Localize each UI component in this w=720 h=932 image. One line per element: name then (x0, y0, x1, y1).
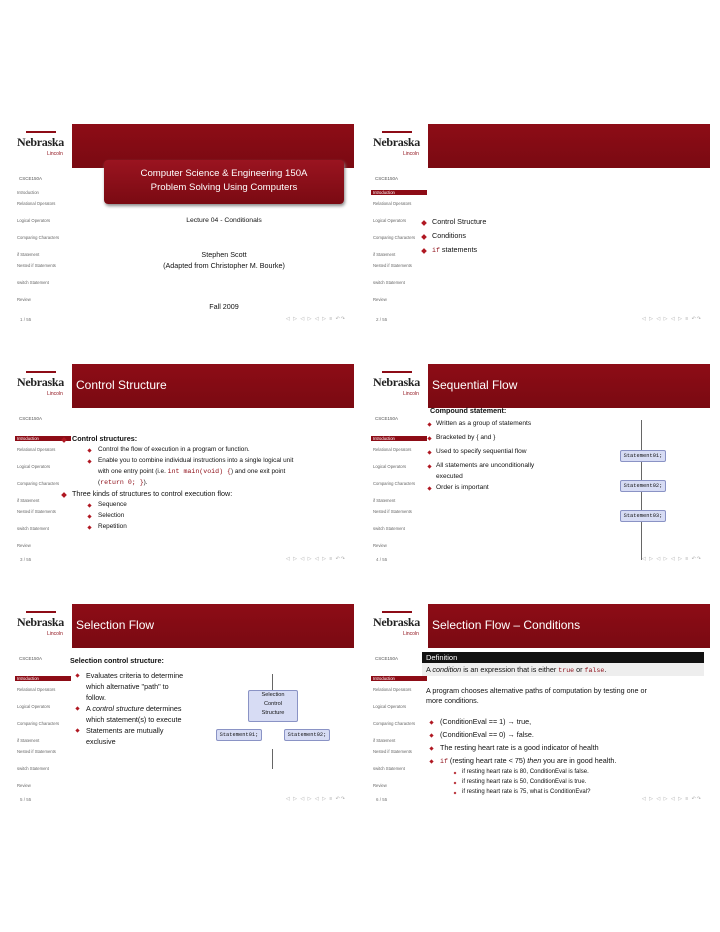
slide-4 (370, 364, 710, 568)
list-item: The resting heart rate is a good indicator of health (440, 743, 599, 752)
slide-5 (14, 604, 354, 808)
bullet-icon (427, 464, 431, 468)
sidebar-item-nested[interactable]: Nested if Statements (17, 509, 56, 514)
definition-header: Definition (422, 652, 704, 663)
sidebar-item-if[interactable]: if Statement (373, 738, 396, 743)
selection-box: Selection Control Structure (248, 690, 298, 722)
sidebar (370, 168, 428, 328)
sidebar-item-review[interactable]: Review (373, 297, 387, 302)
heading: Compound statement: (430, 406, 507, 415)
flow-box: Statement01; (620, 450, 666, 462)
sub-item: if resting heart rate is 75, what is ConditionEval? (462, 789, 591, 795)
sidebar-item-switch[interactable]: switch Statement (17, 526, 49, 531)
sidebar-item-nested[interactable]: Nested if Statements (17, 263, 56, 268)
unl-logo: Nebraska Lincoln (370, 364, 428, 408)
slide-1 (14, 124, 354, 328)
unl-logo: Nebraska Lincoln (370, 124, 428, 168)
sidebar-item-switch[interactable]: switch Statement (373, 766, 405, 771)
page-number: 1 / 55 (20, 317, 32, 322)
list-item: Sequence (98, 501, 127, 508)
course-label: CSCE150A (19, 416, 43, 421)
flow-line (272, 749, 273, 769)
outline-item[interactable]: Conditions (432, 231, 466, 240)
page-number: 6 / 55 (376, 797, 388, 802)
slide-title: Selection Flow – Conditions (432, 618, 581, 632)
bullet-icon (87, 459, 91, 463)
course-label: CSCE150A (375, 416, 399, 421)
page-number: 5 / 55 (20, 797, 32, 802)
bullet-icon (87, 503, 91, 507)
course-label: CSCE150A (375, 656, 399, 661)
sidebar-item-relational[interactable]: Relational Operators (17, 687, 56, 692)
slide-2 (370, 124, 710, 328)
heading: Selection control structure: (70, 656, 164, 665)
slide-title: Control Structure (76, 378, 167, 392)
nav-controls[interactable]: ◁ ▷ ◁ ▷ ◁ ▷ ≡ ↶↷ (285, 556, 346, 562)
sidebar-item-introduction[interactable]: Introduction (371, 436, 427, 441)
list-item: Selection (98, 512, 125, 519)
nav-controls[interactable]: ◁ ▷ ◁ ▷ ◁ ▷ ≡ ↶↷ (285, 316, 346, 322)
course-title: Computer Science & Engineering 150A (140, 168, 308, 179)
sidebar-item-review[interactable]: Review (373, 783, 387, 788)
sidebar-item-introduction[interactable]: Introduction (15, 676, 71, 681)
sidebar-item-logical[interactable]: Logical Operators (17, 704, 51, 709)
sidebar-item-relational[interactable]: Relational Operators (373, 447, 412, 452)
sidebar (370, 408, 428, 568)
adapted-from: (Adapted from Christopher M. Bourke) (163, 261, 285, 270)
sidebar-item-relational[interactable]: Relational Operators (373, 201, 412, 206)
sidebar-item-comparing[interactable]: Comparing Characters (17, 235, 60, 240)
lecture-title: Lecture 04 - Conditionals (186, 217, 262, 224)
sidebar-item-nested[interactable]: Nested if Statements (373, 263, 412, 268)
sidebar-item-nested[interactable]: Nested if Statements (373, 749, 412, 754)
bullet-icon (429, 759, 433, 763)
definition-body: A condition is an expression that is either true or false. (422, 663, 704, 676)
list-item: (ConditionEval == 1) → true, (440, 717, 532, 726)
bullet-icon (454, 782, 457, 785)
flow-box: Statement01; (216, 729, 262, 741)
bullet-icon (427, 486, 431, 490)
nav-controls[interactable]: ◁ ▷ ◁ ▷ ◁ ▷ ≡ ↶↷ (285, 796, 346, 802)
bullet-icon (87, 448, 91, 452)
page-number: 2 / 55 (376, 317, 388, 322)
sidebar (14, 408, 72, 568)
outline-item[interactable]: Control Structure (432, 217, 487, 226)
sidebar-item-comparing[interactable]: Comparing Characters (373, 481, 416, 486)
sidebar-item-review[interactable]: Review (17, 543, 31, 548)
flow-box: Statement02; (620, 480, 666, 492)
sidebar-item-review[interactable]: Review (17, 783, 31, 788)
course-subtitle: Problem Solving Using Computers (150, 182, 298, 193)
bullet-icon (427, 436, 431, 440)
text: A program chooses alternative paths of computation by testing one or more conditions. (426, 686, 647, 705)
sidebar-item-introduction[interactable]: Introduction (15, 436, 71, 441)
sidebar-item-nested[interactable]: Nested if Statements (17, 749, 56, 754)
sidebar (370, 648, 428, 808)
sidebar-item-switch[interactable]: switch Statement (17, 766, 49, 771)
sidebar-item-introduction[interactable]: Introduction (371, 676, 427, 681)
slide-title: Sequential Flow (432, 378, 518, 392)
heading: Control structures: (72, 434, 138, 443)
flow-box: Statement03; (620, 510, 666, 522)
list-item: All statements are unconditionally (436, 462, 535, 469)
sidebar-item-logical[interactable]: Logical Operators (373, 704, 407, 709)
bullet-icon (75, 728, 79, 732)
sidebar-item-if[interactable]: if Statement (373, 498, 396, 503)
unl-logo: Nebraska Lincoln (370, 604, 428, 648)
sidebar (14, 168, 72, 328)
list-item: executed (436, 473, 463, 480)
sidebar-item-logical[interactable]: Logical Operators (373, 464, 407, 469)
sidebar-item-switch[interactable]: switch Statement (373, 280, 405, 285)
course-label: CSCE150A (19, 656, 43, 661)
bullet-icon (87, 525, 91, 529)
nav-controls[interactable]: ◁ ▷ ◁ ▷ ◁ ▷ ≡ ↶↷ (641, 556, 702, 562)
sidebar-item-logical[interactable]: Logical Operators (17, 464, 51, 469)
text: Statements are mutually exclusive (86, 726, 164, 746)
bullet-icon (429, 733, 433, 737)
bullet-icon (75, 673, 79, 677)
sidebar-item-introduction[interactable]: Introduction (371, 190, 427, 195)
sidebar-item-relational[interactable]: Relational Operators (17, 201, 56, 206)
slide-3 (14, 364, 354, 568)
sidebar-item-if[interactable]: if Statement (373, 252, 396, 257)
sidebar-item-review[interactable]: Review (373, 543, 387, 548)
text: A control structure determines which statement(s) to execute (86, 704, 182, 724)
course-label: CSCE150A (19, 176, 43, 181)
list-item: Order is important (436, 484, 489, 491)
flow-box: Statement02; (284, 729, 330, 741)
bullet-icon (429, 720, 433, 724)
unl-logo: Nebraska Lincoln (14, 604, 72, 648)
outline-item[interactable]: if statements (432, 245, 478, 254)
sidebar-item-if[interactable]: if Statement (17, 498, 40, 503)
sidebar-item-logical[interactable]: Logical Operators (373, 218, 407, 223)
unl-logo: Nebraska Lincoln (14, 124, 72, 168)
text: Control the flow of execution in a program or function. (98, 446, 250, 453)
sidebar-item-logical[interactable]: Logical Operators (17, 218, 51, 223)
sidebar-item-if[interactable]: if Statement (17, 252, 40, 257)
list-item: Repetition (98, 523, 127, 530)
bullet-icon (454, 772, 457, 775)
sidebar-item-comparing[interactable]: Comparing Characters (373, 721, 416, 726)
sidebar-item-switch[interactable]: switch Statement (17, 280, 49, 285)
page-number: 3 / 55 (20, 557, 32, 562)
nav-controls[interactable]: ◁ ▷ ◁ ▷ ◁ ▷ ≡ ↶↷ (641, 796, 702, 802)
title-box (104, 160, 344, 204)
sidebar-item-if[interactable]: if Statement (17, 738, 40, 743)
slide-title: Selection Flow (76, 618, 155, 632)
text: Evaluates criteria to determine which alternative "path" to follow. (86, 671, 184, 702)
slide-6 (370, 604, 710, 808)
unl-logo: Nebraska Lincoln (14, 364, 72, 408)
course-label: CSCE150A (375, 176, 399, 181)
bullet-icon (454, 792, 457, 795)
bullet-icon (427, 450, 431, 454)
sidebar-item-relational[interactable]: Relational Operators (17, 447, 56, 452)
bullet-icon (429, 746, 433, 750)
bullet-icon (75, 706, 79, 710)
list-item: if (resting heart rate < 75) then you are in good health. (440, 756, 617, 765)
list-item: (ConditionEval == 0) → false. (440, 730, 534, 739)
sidebar-item-comparing[interactable]: Comparing Characters (17, 481, 60, 486)
text: Three kinds of structures to control execution flow: (72, 489, 233, 498)
page-number: 4 / 55 (376, 557, 388, 562)
bullet-icon (427, 422, 431, 426)
sub-item: if resting heart rate is 80, ConditionEval is false. (462, 769, 589, 775)
nav-controls[interactable]: ◁ ▷ ◁ ▷ ◁ ▷ ≡ ↶↷ (641, 316, 702, 322)
sidebar-item-review[interactable]: Review (17, 297, 31, 302)
author: Stephen Scott (201, 250, 247, 259)
sidebar-item-switch[interactable]: switch Statement (373, 526, 405, 531)
sidebar-item-comparing[interactable]: Comparing Characters (17, 721, 60, 726)
text: Enable you to combine individual instructions into a single logical unit (98, 457, 294, 464)
sidebar-item-relational[interactable]: Relational Operators (373, 687, 412, 692)
bullet-icon (87, 514, 91, 518)
list-item: Used to specify sequential flow (436, 448, 527, 455)
sidebar-item-nested[interactable]: Nested if Statements (373, 509, 412, 514)
sub-item: if resting heart rate is 50, ConditionEval is true. (462, 779, 587, 785)
text: with one entry point (i.e. int main(void) {) and one exit point (98, 468, 286, 475)
sidebar-item-introduction[interactable]: Introduction (17, 190, 39, 195)
date: Fall 2009 (209, 302, 239, 311)
text: (return 0; }). (98, 479, 148, 486)
sidebar-item-comparing[interactable]: Comparing Characters (373, 235, 416, 240)
list-item: Bracketed by { and } (436, 434, 496, 441)
sidebar (14, 648, 72, 808)
list-item: Written as a group of statements (436, 420, 532, 427)
